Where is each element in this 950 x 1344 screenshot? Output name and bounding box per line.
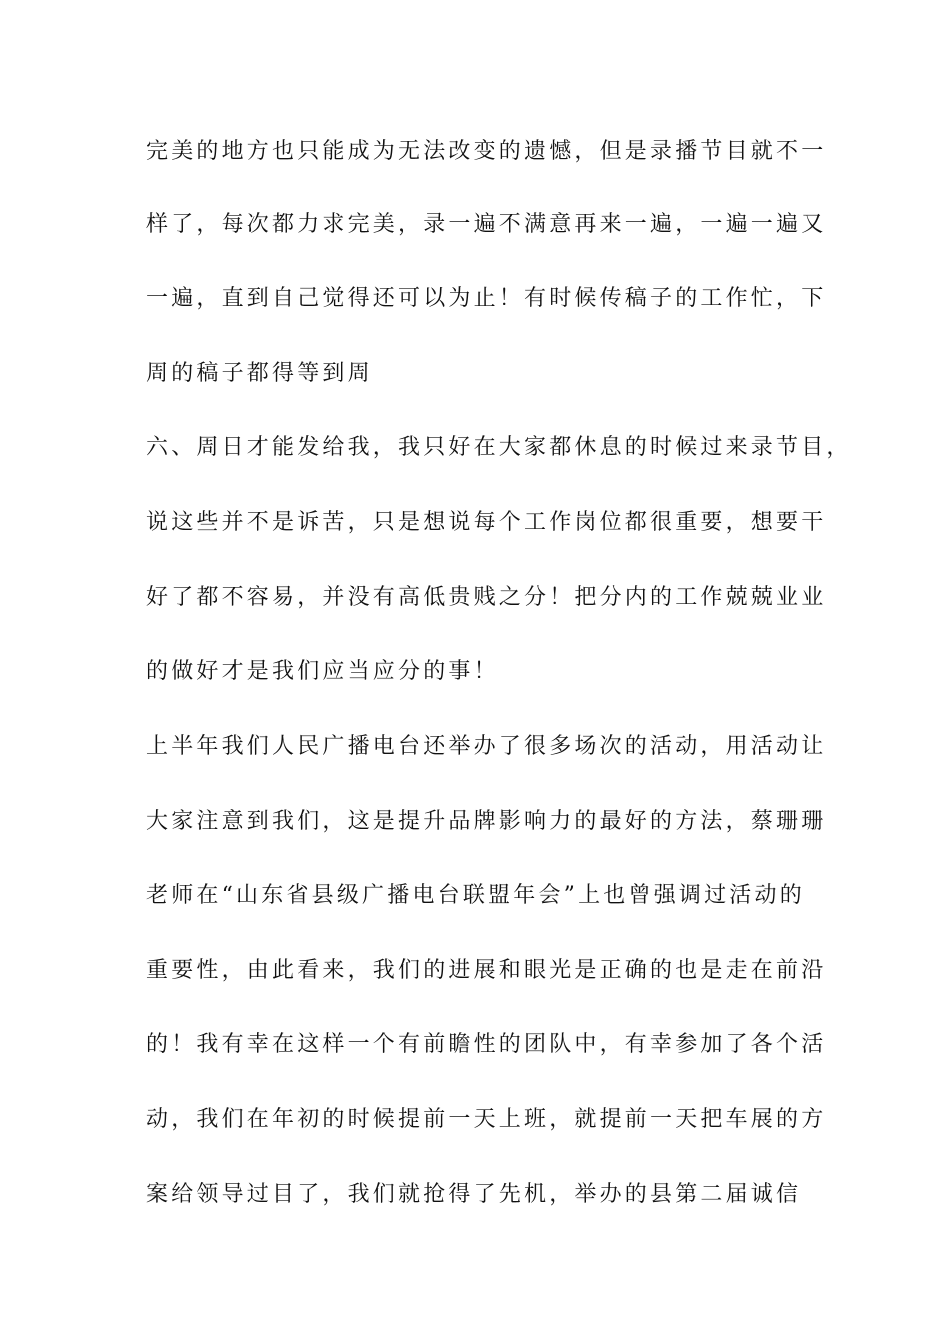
text-line: 完美的地方也只能成为无法改变的遗憾，但是录播节目就不一 <box>146 139 827 164</box>
text-line: 大家注意到我们，这是提升品牌影响力的最好的方法，蔡珊珊 <box>146 809 827 834</box>
text-line: 的！我有幸在这样一个有前瞻性的团队中，有幸参加了各个活 <box>146 1032 827 1057</box>
text-line: 的做好才是我们应当应分的事！ <box>146 659 499 684</box>
text-line: 动，我们在年初的时候提前一天上班，就提前一天把车展的方 <box>146 1107 827 1132</box>
text-line: 老师在“山东省县级广播电台联盟年会”上也曾强调过活动的 <box>146 883 805 908</box>
text-line: 一遍，直到自己觉得还可以为止！有时候传稿子的工作忙，下 <box>146 286 827 311</box>
text-line: 六、周日才能发给我，我只好在大家都休息的时候过来录节目， <box>146 435 852 460</box>
text-line: 案给领导过目了，我们就抢得了先机，举办的县第二届诚信 <box>146 1182 802 1207</box>
text-line: 样了，每次都力求完美，录一遍不满意再来一遍，一遍一遍又 <box>146 212 827 237</box>
text-line: 重要性，由此看来，我们的进展和眼光是正确的也是走在前沿 <box>146 958 827 983</box>
text-line: 好了都不容易，并没有高低贵贱之分！把分内的工作兢兢业业 <box>146 585 827 610</box>
text-line: 上半年我们人民广播电台还举办了很多场次的活动，用活动让 <box>146 734 827 759</box>
text-line: 周的稿子都得等到周 <box>146 361 373 386</box>
text-line: 说这些并不是诉苦，只是想说每个工作岗位都很重要，想要干 <box>146 510 827 535</box>
